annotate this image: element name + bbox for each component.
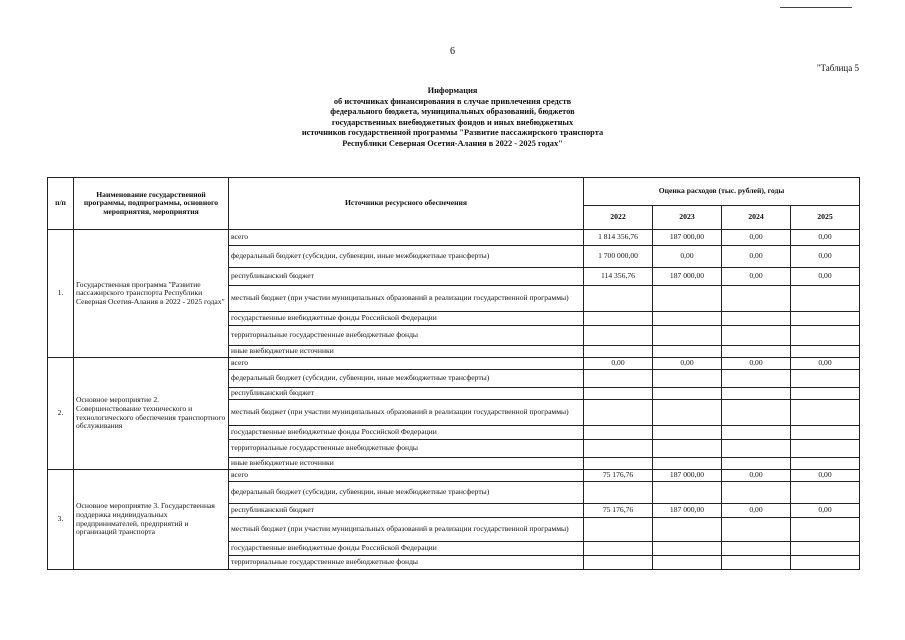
value-2022	[584, 518, 653, 542]
value-2023	[653, 400, 722, 426]
funding-source: республиканский бюджет	[229, 388, 584, 400]
value-2024	[722, 326, 791, 346]
value-2025	[791, 482, 860, 504]
funding-source: территориальные государственные внебюджетные фонды	[229, 440, 584, 458]
funding-source: местный бюджет (при участии муниципальных образований в реализации государственной программы)	[229, 518, 584, 542]
value-2023	[653, 370, 722, 388]
value-2025	[791, 440, 860, 458]
table-body	[48, 230, 860, 570]
value-2025: 0,00	[791, 268, 860, 286]
funding-source: федеральный бюджет (субсидии, субвенции, иные межбюджетные трансферты)	[229, 482, 584, 504]
value-2024	[722, 370, 791, 388]
value-2022	[584, 400, 653, 426]
value-2022	[584, 388, 653, 400]
funding-source: федеральный бюджет (субсидии, субвенции, иные межбюджетные трансферты)	[229, 370, 584, 388]
value-2025	[791, 458, 860, 470]
program-name: Основное мероприятие 3. Государственная поддержка индивидуальных предпринимателей, предприятий и организаций транспорта	[74, 470, 229, 570]
program-name: Государственная программа "Развитие пассажирского транспорта Республики Северная Осетия-Алания в 2022 - 2025 годах"	[74, 230, 229, 358]
value-2024	[722, 346, 791, 358]
value-2023: 0,00	[653, 246, 722, 268]
value-2025	[791, 556, 860, 570]
header-name: Наименование государственной программы, подпрограммы, основного мероприятия, мероприятия	[74, 178, 229, 230]
value-2024	[722, 482, 791, 504]
header-year: 2025	[791, 206, 860, 230]
value-2023	[653, 426, 722, 440]
value-2024	[722, 426, 791, 440]
value-2024	[722, 556, 791, 570]
value-2022: 1 814 356,76	[584, 230, 653, 246]
row-number: 1.	[48, 230, 74, 358]
value-2025	[791, 400, 860, 426]
value-2023: 187 000,00	[653, 504, 722, 518]
header-source: Источники ресурсного обеспечения	[229, 178, 584, 230]
top-rule	[780, 7, 852, 8]
value-2023	[653, 542, 722, 556]
value-2024	[722, 518, 791, 542]
value-2024	[722, 388, 791, 400]
table-row	[48, 230, 860, 246]
value-2025	[791, 346, 860, 358]
funding-source: государственные внебюджетные фонды Российской Федерации	[229, 542, 584, 556]
value-2024	[722, 440, 791, 458]
value-2023	[653, 556, 722, 570]
title-line: федерального бюджета, муниципальных образований, бюджетов	[330, 107, 575, 117]
value-2022	[584, 556, 653, 570]
value-2022: 114 356,76	[584, 268, 653, 286]
value-2024: 0,00	[722, 230, 791, 246]
value-2024	[722, 400, 791, 426]
value-2022	[584, 482, 653, 504]
table-row	[48, 470, 860, 482]
value-2023: 187 000,00	[653, 470, 722, 482]
value-2023: 0,00	[653, 358, 722, 370]
program-name: Основное мероприятие 2. Совершенствование технического и технологического обеспечения транспортного обслуживания	[74, 358, 229, 470]
value-2025: 0,00	[791, 230, 860, 246]
value-2024: 0,00	[722, 268, 791, 286]
value-2025	[791, 286, 860, 312]
value-2024	[722, 542, 791, 556]
value-2022: 75 176,76	[584, 504, 653, 518]
table-row	[48, 358, 860, 370]
row-number: 3.	[48, 470, 74, 570]
funding-source: местный бюджет (при участии муниципальных образований в реализации государственной программы)	[229, 286, 584, 312]
header-num: п/п	[48, 178, 74, 230]
funding-source: территориальные государственные внебюджетные фонды	[229, 326, 584, 346]
value-2022	[584, 426, 653, 440]
value-2024: 0,00	[722, 358, 791, 370]
value-2025	[791, 426, 860, 440]
value-2022	[584, 440, 653, 458]
value-2022	[584, 370, 653, 388]
value-2024	[722, 312, 791, 326]
value-2024	[722, 458, 791, 470]
document-title	[0, 86, 905, 150]
value-2023	[653, 458, 722, 470]
value-2025: 0,00	[791, 470, 860, 482]
value-2025	[791, 518, 860, 542]
value-2024: 0,00	[722, 504, 791, 518]
header-year: 2023	[653, 206, 722, 230]
header-year: 2022	[584, 206, 653, 230]
value-2023	[653, 346, 722, 358]
value-2023: 187 000,00	[653, 230, 722, 246]
value-2025: 0,00	[791, 246, 860, 268]
value-2022	[584, 286, 653, 312]
value-2022: 0,00	[584, 358, 653, 370]
value-2024	[722, 286, 791, 312]
funding-source: республиканский бюджет	[229, 268, 584, 286]
funding-source: иные внебюджетные источники	[229, 346, 584, 358]
funding-source: всего	[229, 470, 584, 482]
title-line: Республики Северная Осетия-Алания в 2022 - 2025 годах"	[342, 138, 563, 148]
value-2022	[584, 458, 653, 470]
value-2022	[584, 346, 653, 358]
value-2022	[584, 542, 653, 556]
funding-source: федеральный бюджет (субсидии, субвенции, иные межбюджетные трансферты)	[229, 246, 584, 268]
value-2025	[791, 370, 860, 388]
funding-source: всего	[229, 230, 584, 246]
value-2023	[653, 326, 722, 346]
funding-source: иные внебюджетные источники	[229, 458, 584, 470]
funding-source: всего	[229, 358, 584, 370]
value-2025: 0,00	[791, 358, 860, 370]
title-line: об источниках финансирования в случае привлечения средств	[333, 96, 572, 106]
page-number: 6	[450, 46, 455, 57]
value-2023	[653, 482, 722, 504]
value-2025	[791, 388, 860, 400]
value-2023	[653, 286, 722, 312]
row-number: 2.	[48, 358, 74, 470]
header-year: 2024	[722, 206, 791, 230]
title-line: Информация	[427, 86, 478, 95]
funding-source: территориальные государственные внебюджетные фонды	[229, 556, 584, 570]
value-2024: 0,00	[722, 470, 791, 482]
value-2022: 1 700 000,00	[584, 246, 653, 268]
value-2025	[791, 312, 860, 326]
value-2022: 75 176,76	[584, 470, 653, 482]
financing-table	[47, 177, 860, 570]
funding-source: государственные внебюджетные фонды Российской Федерации	[229, 312, 584, 326]
value-2023	[653, 388, 722, 400]
title-line: источников государственной программы "Развитие пассажирского транспорта	[301, 128, 604, 138]
value-2022	[584, 312, 653, 326]
funding-source: государственные внебюджетные фонды Российской Федерации	[229, 426, 584, 440]
funding-source: республиканский бюджет	[229, 504, 584, 518]
value-2023	[653, 312, 722, 326]
value-2025: 0,00	[791, 504, 860, 518]
header-estimate: Оценка расходов (тыс. рублей), годы	[584, 178, 860, 206]
value-2023	[653, 440, 722, 458]
table-reference: "Таблица 5	[816, 63, 859, 73]
value-2024: 0,00	[722, 246, 791, 268]
value-2022	[584, 326, 653, 346]
value-2025	[791, 542, 860, 556]
value-2023	[653, 518, 722, 542]
funding-source: местный бюджет (при участии муниципальных образований в реализации государственной программы)	[229, 400, 584, 426]
title-line: государственных внебюджетных фондов и иных внебюджетных	[331, 117, 574, 127]
value-2025	[791, 326, 860, 346]
value-2023: 187 000,00	[653, 268, 722, 286]
